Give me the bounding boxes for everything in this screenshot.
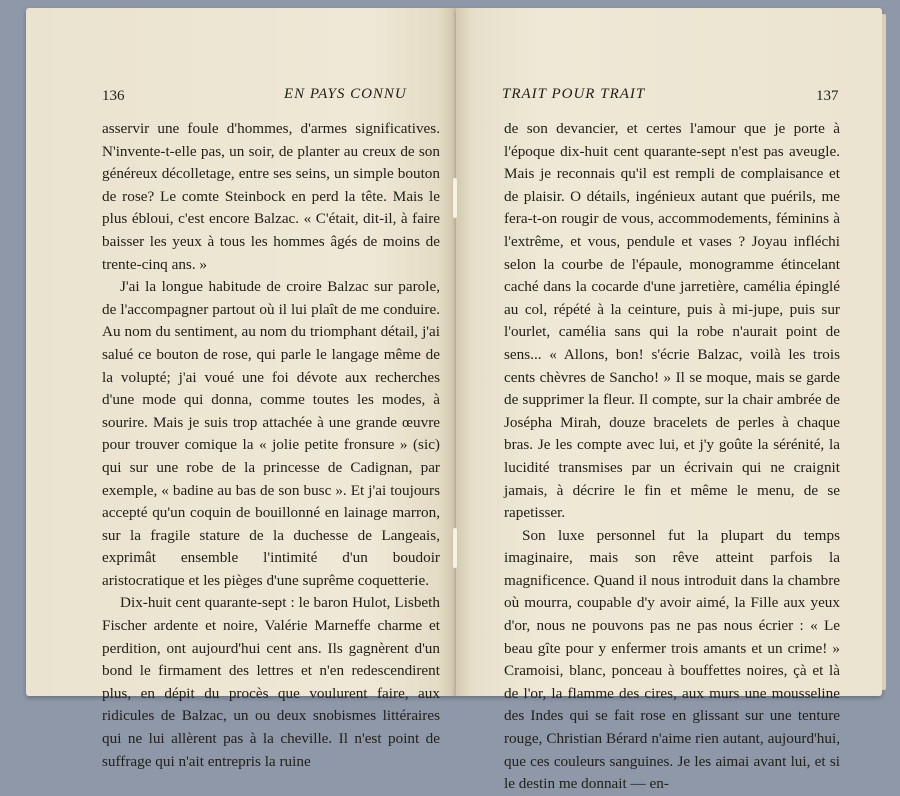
binding-stitch (453, 178, 457, 218)
page-number: 136 (102, 88, 125, 104)
body-text (102, 118, 440, 773)
open-book (26, 8, 882, 793)
paragraph: J'ai la longue habitude de croire Balzac sur parole, de l'accompagner partout où il lui plaît de me conduire. Au nom du sentiment, au nom du triomphant détail, j'ai salué ce bouton de rose, qui parle le langage même de la volupté; j'ai voué une foi dévote aux recherches d'une mode qui donna, comme toutes les modes, à sourire. Mais je suis trop attachée à une grande œuvre pour trouver comique la « jolie petite fronsure » (sic) qui sur une robe de la princesse de Cadignan, par exemple, « badine au bas de son busc ». Et j'ai toujours accepté qu'un coquin de bouillonné en lainage marron, sur la fragile stature de la duchesse de Langeais, exprimât ensemble l'intimité d'un boudoir aristocratique et les pièges d'une suprême coquetterie. (102, 278, 440, 589)
page-number: 137 (816, 88, 839, 104)
running-head: TRAIT POUR TRAIT (502, 86, 646, 102)
binding-stitch (453, 528, 457, 568)
body-text (504, 118, 840, 796)
running-head: EN PAYS CONNU (284, 86, 407, 102)
paragraph: Son luxe personnel fut la plupart du temps imaginaire, mais son rêve atteint parfois la magnificence. Quand il nous introduit dans la chambre où mourra, coupable d'y avoir aimé, la Fille aux yeux d'or, nous ne pouvons pas ne pas nous écrier : « Le beau gîte pour y enfermer trois amants et un crime! » Cramoisi, blanc, ponceau à bouffettes noires, çà et là de l'or, la flamme des cires, aux murs une mousseline des Indes qui se fait rose en glissant sur une tenture rouge, Christian Bérard n'aime rien autant, aujourd'hui, que ces couleurs sanguines. Je les aimai avant lui, et si le destin me donnait — en- (504, 526, 840, 793)
paragraph: de son devancier, et certes l'amour que je porte à l'époque dix-huit cent quarante-sept n'est pas aveugle. Mais je reconnais qu'il est rempli de complaisance et de plaisir. O détails, ingénieux autant que puérils, me fera-t-on rougir de vous, accommodements, féminins à l'extrême, et vous, pendule et vases ? Joyau infléchi selon la courbe de l'épaule, monogramme étincelant caché dans la cocarde d'une jarretière, camélia épinglé au col, répété à la ceinture, puis à mi-jupe, puis sur l'ourlet, camélia sans qui la robe n'aurait point de sens... « Allons, bon! s'écrie Balzac, voilà les trois cents chèvres de Sancho! » Il se moque, mais se garde de supprimer la fleur. Il compte, sur la chair ambrée de Josépha Mirah, douze bracelets de perles à chaque bras. Je les compte avec lui, et j'y goûte la sérénité, la lucidité transmises par un écrivain qui ne craignit jamais, à décrire le fin et même le menu, de se rapetisser. (504, 120, 840, 522)
paragraph: Dix-huit cent quarante-sept : le baron Hulot, Lisbeth Fischer ardente et noire, Valérie Marneffe charme et perdition, ont aujourd'hui cent ans. Ils gagnèrent d'un bond le firmament des lettres et n'en redescendirent plus, en dépit du procès que voulurent faire, aux ridicules de Balzac, un ou deux snobismes littéraires qui ne lui allèrent pas à la cheville. Il n'est point de suffrage qui n'ait entrepris la ruine (102, 594, 440, 770)
right-page (456, 8, 882, 793)
paragraph: asservir une foule d'hommes, d'armes significatives. N'invente-t-elle pas, un soir, de planter au creux de son généreux décolletage, entre ses seins, un simple bouton de rose? Le comte Steinbock en perd la tête. Mais le plus ébloui, c'est encore Balzac. « C'était, dit-il, à faire baisser les yeux à tous les hommes âgés de moins de trente-cinq ans. » (102, 120, 440, 273)
left-page (26, 8, 456, 770)
